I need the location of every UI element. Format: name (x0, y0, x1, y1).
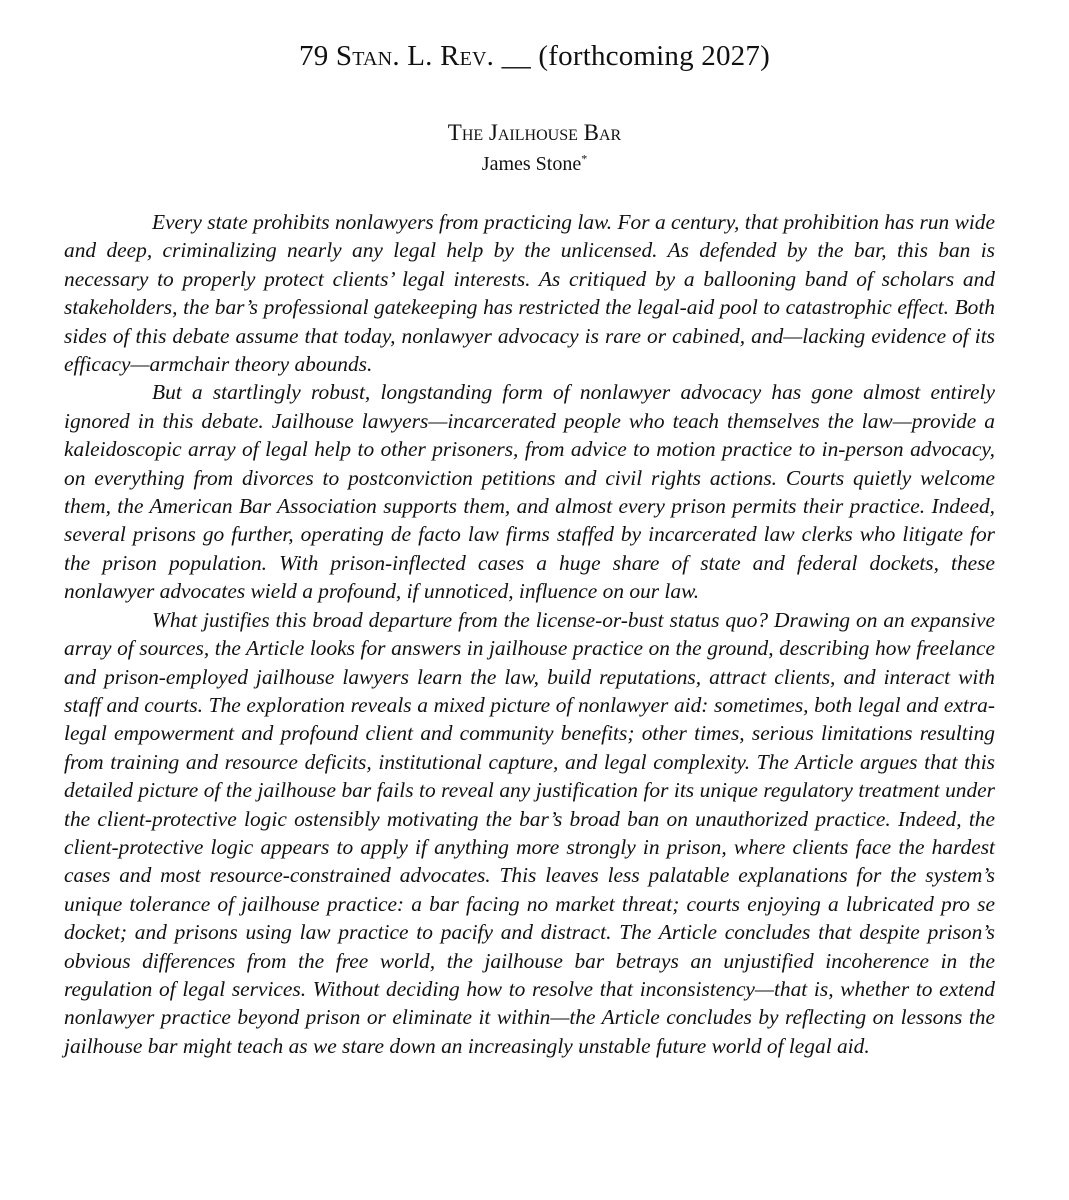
abstract-paragraph: What justifies this broad departure from the license-or-bust status quo? Drawing on an expansive array of sources, the Article looks for answers in jailhouse practice on the ground, describing how freelance and prison-employed jailhouse lawyers learn the law, build reputations, attract clients, and interact with staff and courts. The exploration reveals a mixed picture of nonlawyer aid: sometimes, both legal and extra-legal empowerment and profound client and community benefits; other times, serious limitations resulting from training and resource deficits, institutional capture, and legal complexity. The Article argues that this detailed picture of the jailhouse bar fails to reveal any justification for its unique regulatory treatment under the client-protective logic ostensibly motivating the bar’s broad ban on unauthorized practice. Indeed, the client-protective logic appears to apply if anything more strongly in prison, where clients face the hardest cases and most resource-constrained advocates. This leaves less palatable explanations for the system’s unique tolerance of jailhouse practice: a bar facing no market threat; courts enjoying a lubricated pro se docket; and prisons using law practice to pacify and distract. The Article concludes that despite prison’s obvious differences from the free world, the jailhouse bar betrays an unjustified incoherence in the regulation of legal services. Without deciding how to resolve that inconsistency—that is, whether to extend nonlawyer practice beyond prison or eliminate it within—the Article concludes by reflecting on lessons the jailhouse bar might teach as we stare down an increasingly unstable future world of legal aid. (64, 607, 995, 1058)
citation-volume: 79 (299, 40, 329, 72)
citation-journal-stan: Stan (335, 40, 393, 72)
abstract (64, 208, 995, 1060)
article-author (0, 153, 1069, 176)
citation-tail: . __ (forthcoming 2027) (486, 40, 770, 72)
author-footnote-mark: * (581, 151, 588, 166)
citation-separator: . (392, 40, 408, 72)
author-name: James Stone (481, 153, 582, 175)
abstract-paragraph: But a startlingly robust, longstanding form of nonlawyer advocacy has gone almost entirely ignored in this debate. Jailhouse lawyers—incarcerated people who teach themselves the law—provide a kaleidoscopic array of legal help to other prisoners, from advice to motion practice to in-person advocacy, on everything from divorces to postconviction petitions and civil rights actions. Courts quietly welcome them, the American Bar Association supports them, and almost every prison permits their practice. Indeed, several prisons go further, operating de facto law firms staffed by incarcerated law clerks who litigate for the prison population. With prison-inflected cases a huge share of state and federal dockets, these nonlawyer advocates wield a profound, if unnoticed, influence on our law. (64, 380, 995, 604)
citation-journal-l: L (407, 40, 426, 72)
article-title: The Jailhouse Bar (447, 120, 622, 145)
citation-journal-rev: Rev (440, 40, 487, 72)
abstract-paragraph: Every state prohibits nonlawyers from practicing law. For a century, that prohibition has run wide and deep, criminalizing nearly any legal help by the unlicensed. As defended by the bar, this ban is necessary to properly protect clients’ legal interests. As critiqued by a ballooning band of scholars and stakeholders, the bar’s professional gatekeeping has restricted the legal-aid pool to catastrophic effect. Both sides of this debate assume that today, nonlawyer advocacy is rare or cabined, and—lacking evidence of its efficacy—armchair theory abounds. (64, 210, 995, 377)
citation-separator: . (425, 40, 441, 72)
journal-citation (0, 40, 1069, 73)
